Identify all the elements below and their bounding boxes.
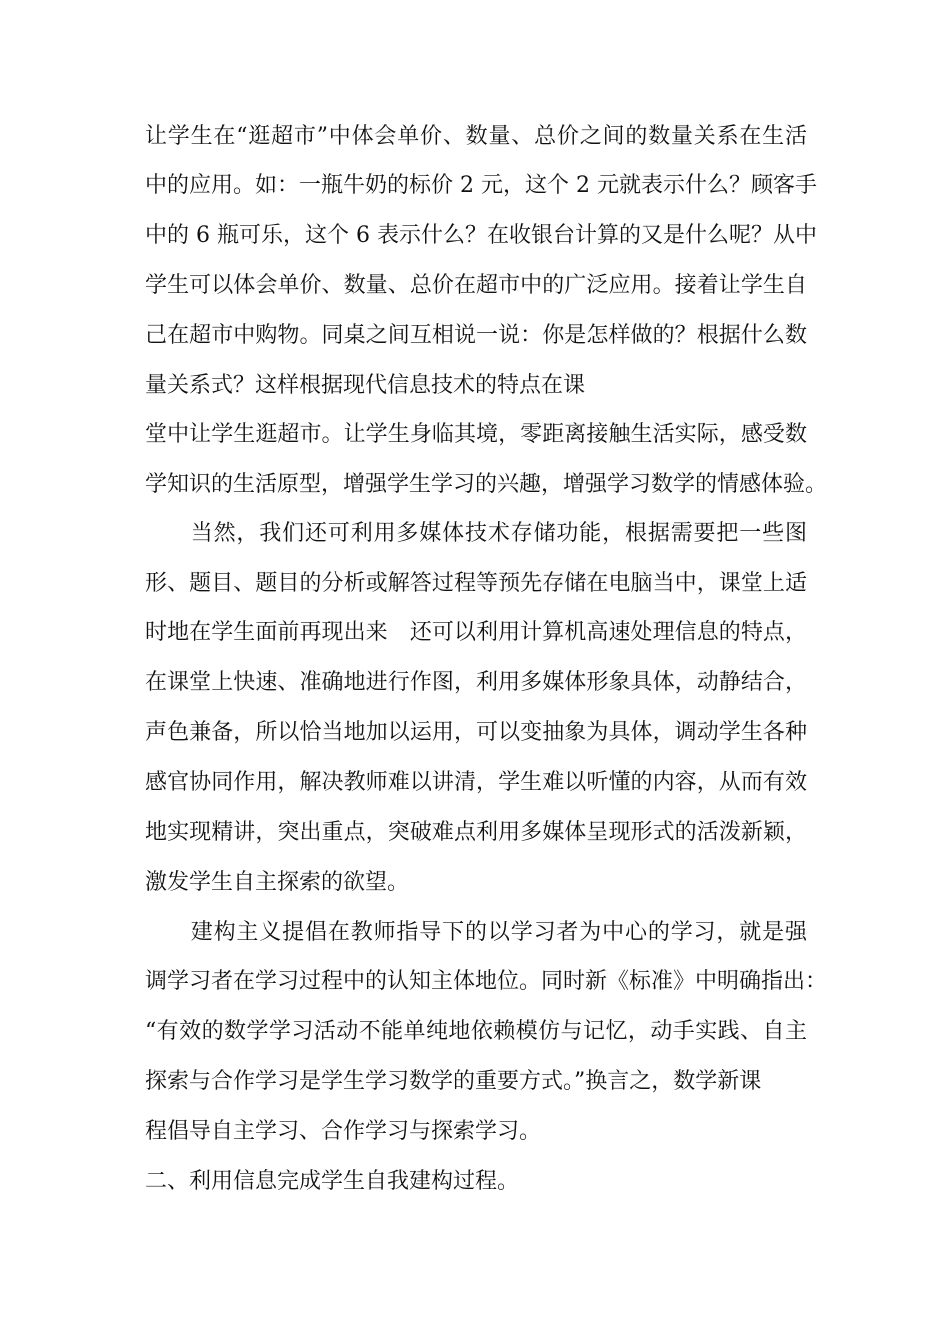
text-line: 声色兼备，所以恰当地加以运用，可以变抽象为具体，调动学生各种 xyxy=(145,720,807,745)
text-line: 己在超市中购物。同桌之间互相说一说：你是怎样做的？根据什么数 xyxy=(145,323,807,348)
text-line: 中的 6 瓶可乐，这个 6 表示什么？在收银台计算的又是什么呢？从中 xyxy=(145,223,817,248)
text-line: 地实现精讲，突出重点，突破难点利用多媒体呈现形式的活泼新颖， xyxy=(145,820,807,845)
text-line: 堂中让学生逛超市。让学生身临其境，零距离接触生活实际，感受数 xyxy=(145,422,807,447)
text-line: 时地在学生面前再现出来 还可以利用计算机高速处理信息的特点， xyxy=(145,620,807,645)
paragraph-start-line: 建构主义提倡在教师指导下的以学习者为中心的学习，就是强 xyxy=(145,920,807,945)
text-line: 调学习者在学习过程中的认知主体地位。同时新《标准》中明确指出： xyxy=(145,969,828,994)
text-line: 中的应用。如：一瓶牛奶的标价 2 元，这个 2 元就表示什么？顾客手 xyxy=(145,173,817,198)
text-line: 形、题目、题目的分析或解答过程等预先存储在电脑当中，课堂上适 xyxy=(145,571,807,596)
text-line: 激发学生自主探索的欲望。 xyxy=(145,870,410,895)
section-heading: 二、利用信息完成学生自我建构过程。 xyxy=(145,1169,520,1194)
text-line: 学知识的生活原型，增强学生学习的兴趣，增强学习数学的情感体验。 xyxy=(145,472,828,497)
text-line: 感官协同作用，解决教师难以讲清，学生难以听懂的内容，从而有效 xyxy=(145,770,807,795)
text-line: “有效的数学学习活动不能单纯地依赖模仿与记忆，动手实践、自主 xyxy=(145,1019,807,1044)
paragraph-start-line: 当然，我们还可利用多媒体技术存储功能，根据需要把一些图 xyxy=(145,521,807,546)
text-line: 探索与合作学习是学生学习数学的重要方式。”换言之，数学新课 xyxy=(145,1069,762,1094)
text-line: 在课堂上快速、准确地进行作图，利用多媒体形象具体，动静结合， xyxy=(145,670,807,695)
text-line: 让学生在“逛超市”中体会单价、数量、总价之间的数量关系在生活 xyxy=(145,124,807,149)
text-line: 量关系式？这样根据现代信息技术的特点在课 xyxy=(145,373,586,398)
text-line: 学生可以体会单价、数量、总价在超市中的广泛应用。接着让学生自 xyxy=(145,273,807,298)
text-line: 程倡导自主学习、合作学习与探索学习。 xyxy=(145,1119,542,1144)
